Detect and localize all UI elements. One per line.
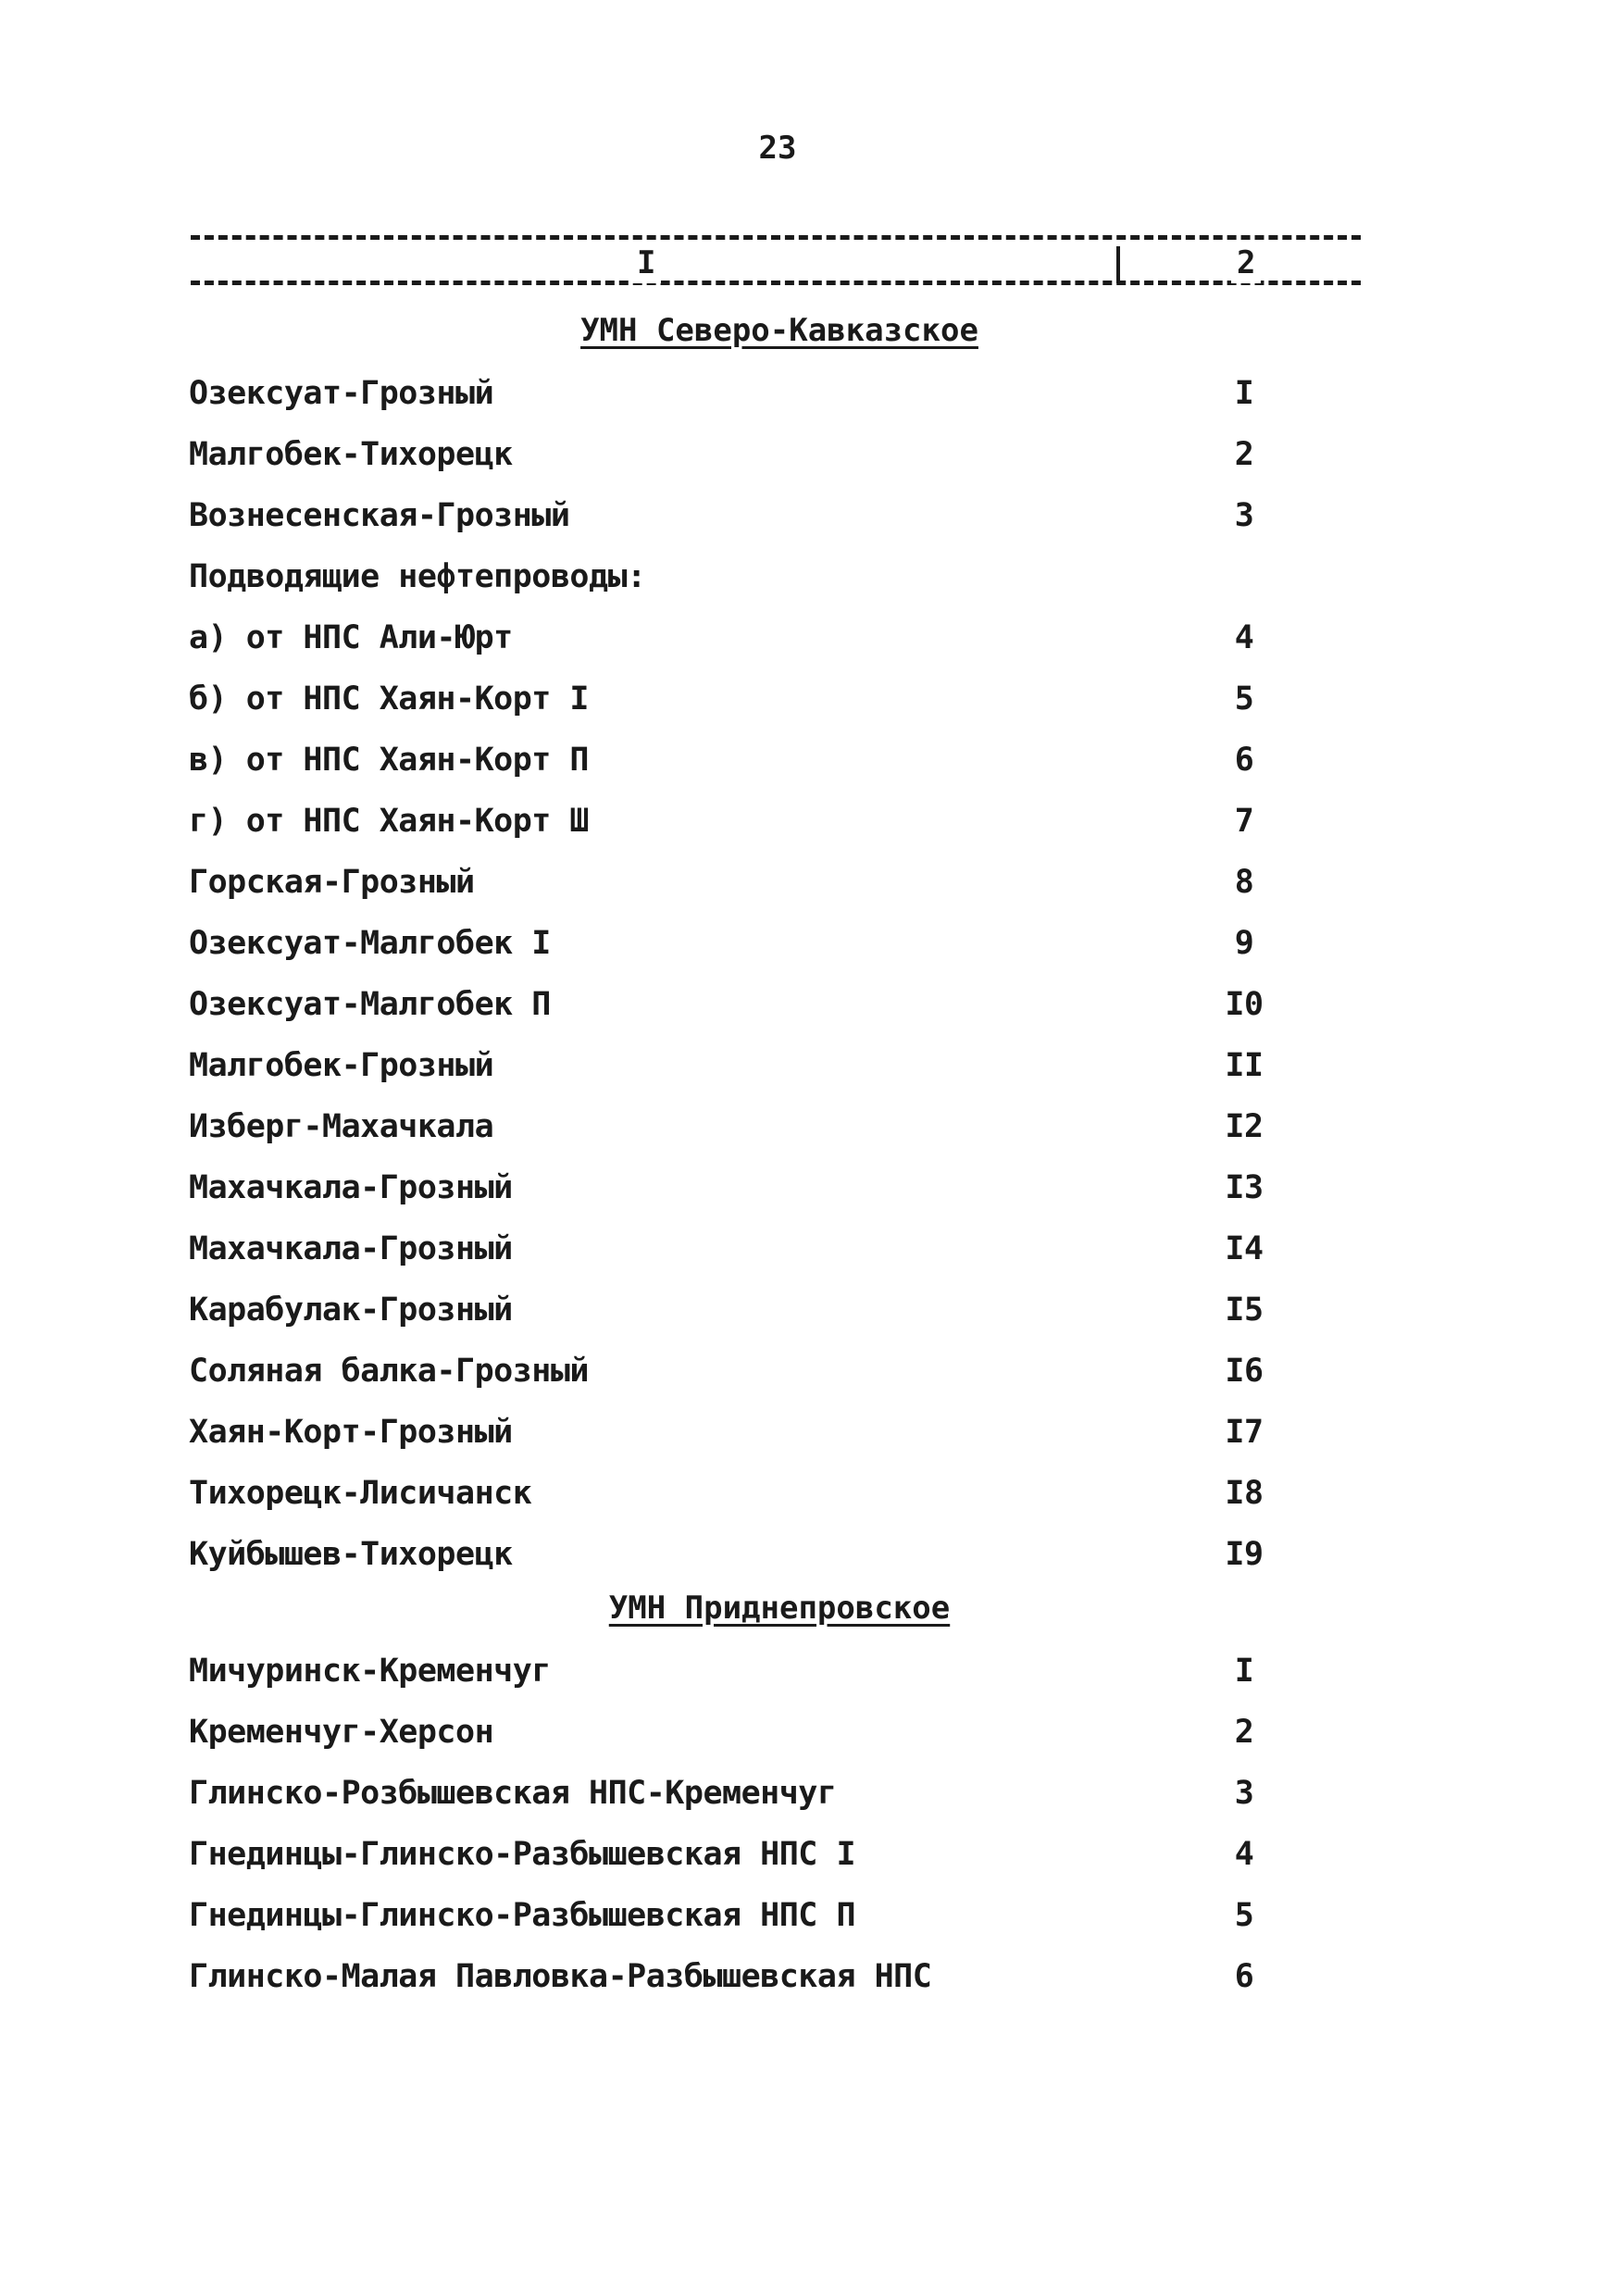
row-number: I3 bbox=[1225, 1169, 1264, 1206]
table-row bbox=[189, 791, 1281, 852]
table-row bbox=[189, 852, 1281, 913]
page-number: 23 bbox=[758, 130, 797, 167]
pipeline-name: Мичуринск-Кременчуг bbox=[189, 1653, 551, 1690]
pipeline-name: Соляная балка-Грозный bbox=[189, 1353, 590, 1390]
column-separator bbox=[1116, 246, 1120, 283]
table-row bbox=[189, 668, 1281, 730]
pipeline-name: Гнединцы-Глинско-Разбышевская НПС П bbox=[189, 1897, 856, 1934]
pipeline-name: Глинско-Малая Павловка-Разбышевская НПС bbox=[189, 1958, 932, 1995]
table-row bbox=[189, 1402, 1281, 1463]
table-row bbox=[189, 1641, 1281, 1702]
table-row bbox=[189, 363, 1281, 424]
table-row bbox=[189, 1157, 1281, 1218]
row-number: 5 bbox=[1234, 1897, 1254, 1934]
pipeline-name: Озексуат-Малгобек I bbox=[189, 925, 551, 962]
row-number: I7 bbox=[1225, 1414, 1264, 1451]
pipeline-name: Карабулак-Грозный bbox=[189, 1292, 513, 1329]
pipeline-name: Махачкала-Грозный bbox=[189, 1169, 513, 1206]
section-title-north-caucasus: УМН Северо-Кавказское bbox=[580, 312, 978, 349]
table-row bbox=[189, 1096, 1281, 1157]
pipeline-name: Малгобек-Грозный bbox=[189, 1047, 494, 1084]
row-number: I6 bbox=[1225, 1353, 1264, 1390]
table-top-rule bbox=[191, 235, 1361, 240]
column-header-1: I bbox=[631, 243, 661, 283]
table-row bbox=[189, 1463, 1281, 1524]
row-number: 4 bbox=[1234, 619, 1254, 656]
pipeline-name: в) от НПС Хаян-Корт П bbox=[189, 742, 590, 779]
row-number: 4 bbox=[1234, 1836, 1254, 1873]
pipeline-name: Озексуат-Малгобек П bbox=[189, 986, 551, 1023]
row-number: I9 bbox=[1225, 1536, 1264, 1573]
pipeline-name: Куйбышев-Тихорецк bbox=[189, 1536, 513, 1573]
table-row bbox=[189, 546, 1281, 607]
row-number: I8 bbox=[1225, 1475, 1264, 1512]
table-row bbox=[189, 1824, 1281, 1885]
row-number: 2 bbox=[1234, 436, 1254, 473]
table-row bbox=[189, 1035, 1281, 1096]
row-number: 6 bbox=[1234, 742, 1254, 779]
row-number: I bbox=[1234, 375, 1254, 412]
table-row bbox=[189, 1763, 1281, 1824]
table-row bbox=[189, 1946, 1281, 2007]
table-body bbox=[189, 307, 1281, 2007]
table-header-rule bbox=[191, 281, 1361, 285]
row-number: 5 bbox=[1234, 680, 1254, 718]
pipeline-name: Глинско-Розбышевская НПС-Кременчуг bbox=[189, 1775, 837, 1812]
pipeline-name: Малгобек-Тихорецк bbox=[189, 436, 513, 473]
table-row bbox=[189, 607, 1281, 668]
pipeline-name: Вознесенская-Грозный bbox=[189, 497, 570, 534]
table-row bbox=[189, 974, 1281, 1035]
column-header-2: 2 bbox=[1231, 243, 1261, 283]
row-number: I4 bbox=[1225, 1230, 1264, 1267]
table-row bbox=[189, 913, 1281, 974]
row-number: I5 bbox=[1225, 1292, 1264, 1329]
row-number: 8 bbox=[1234, 864, 1254, 901]
pipeline-name: Кременчуг-Херсон bbox=[189, 1714, 494, 1751]
row-number: I2 bbox=[1225, 1108, 1264, 1145]
row-number: II bbox=[1225, 1047, 1264, 1084]
table-row bbox=[189, 1218, 1281, 1279]
pipeline-name: Изберг-Махачкала bbox=[189, 1108, 494, 1145]
table-row bbox=[189, 485, 1281, 546]
row-number: 6 bbox=[1234, 1958, 1254, 1995]
row-number: 3 bbox=[1234, 1775, 1254, 1812]
pipeline-name: Горская-Грозный bbox=[189, 864, 475, 901]
section-title-dnieper: УМН Приднепровское bbox=[608, 1590, 951, 1627]
table-row bbox=[189, 424, 1281, 485]
row-number: 2 bbox=[1234, 1714, 1254, 1751]
table-row bbox=[189, 1279, 1281, 1341]
table-row bbox=[189, 1885, 1281, 1946]
pipeline-name: Озексуат-Грозный bbox=[189, 375, 494, 412]
pipeline-name: Подводящие нефтепроводы: bbox=[189, 558, 646, 595]
pipeline-name: б) от НПС Хаян-Корт I bbox=[189, 680, 590, 718]
pipeline-name: Хаян-Корт-Грозный bbox=[189, 1414, 513, 1451]
table-row bbox=[189, 1702, 1281, 1763]
pipeline-name: а) от НПС Али-Юрт bbox=[189, 619, 513, 656]
pipeline-name: Тихорецк-Лисичанск bbox=[189, 1475, 532, 1512]
row-number: 9 bbox=[1234, 925, 1254, 962]
table-row bbox=[189, 1524, 1281, 1585]
table-row bbox=[189, 730, 1281, 791]
row-number: 7 bbox=[1234, 803, 1254, 840]
pipeline-name: г) от НПС Хаян-Корт Ш bbox=[189, 803, 590, 840]
row-number: 3 bbox=[1234, 497, 1254, 534]
table-row bbox=[189, 1341, 1281, 1402]
row-number: I bbox=[1234, 1653, 1254, 1690]
row-number: I0 bbox=[1225, 986, 1264, 1023]
pipeline-name: Махачкала-Грозный bbox=[189, 1230, 513, 1267]
row-number bbox=[1207, 546, 1281, 607]
pipeline-name: Гнединцы-Глинско-Разбышевская НПС I bbox=[189, 1836, 856, 1873]
